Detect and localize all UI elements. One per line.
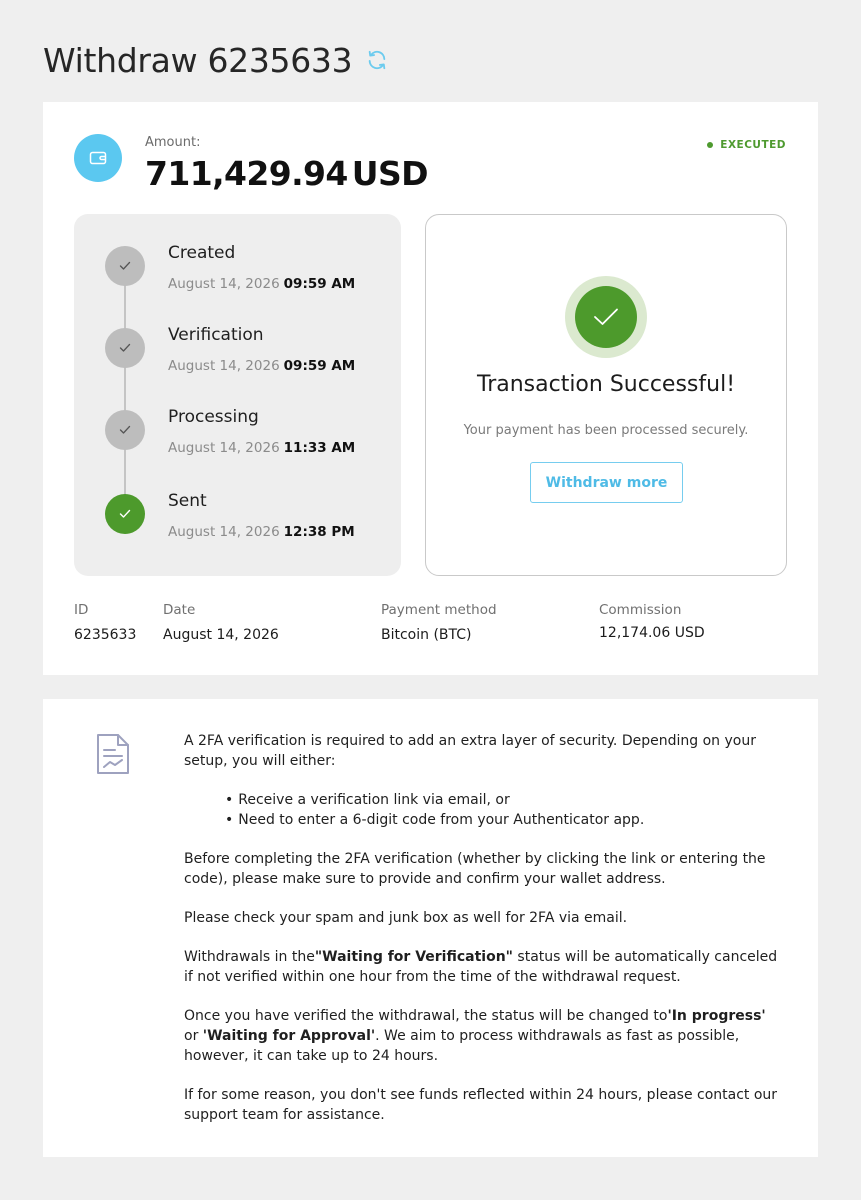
info-intro: A 2FA verification is required to add an extra layer of security. Depending on your setup, you will either: (184, 733, 756, 769)
detail-label: Payment method (381, 602, 497, 618)
success-subtitle: Your payment has been processed securely. (463, 423, 749, 438)
info-bullet-list (225, 790, 784, 830)
withdraw-summary-card (43, 102, 818, 675)
step-date (168, 440, 355, 456)
success-check-inner (575, 286, 637, 348)
check-icon (105, 410, 145, 450)
success-title: Transaction Successful! (476, 372, 736, 397)
step-date (168, 358, 355, 374)
step-date (168, 524, 355, 540)
status-badge (707, 139, 786, 151)
info-paragraph: Please check your spam and junk box as well for 2FA via email. (184, 910, 628, 926)
check-icon (105, 246, 145, 286)
info-text: status will be automatically canceled if not verified within one hour from the time of the withdrawal request. (184, 949, 778, 985)
withdraw-more-button[interactable]: Withdraw more (530, 462, 683, 503)
step-title: Verification (168, 325, 264, 345)
success-panel (425, 214, 787, 576)
verification-info-card (43, 699, 818, 1157)
step-time: 12:38 PM (283, 524, 355, 540)
info-paragraph (184, 947, 784, 987)
status-text: EXECUTED (720, 139, 786, 151)
step-time: 11:33 AM (283, 440, 356, 456)
verification-instructions (184, 731, 784, 1144)
step-time: 09:59 AM (283, 276, 356, 292)
step-title: Sent (168, 491, 207, 511)
wallet-icon (74, 134, 122, 182)
detail-date (163, 602, 279, 643)
page-title: Withdraw 6235633 (43, 40, 353, 80)
detail-label: Commission (599, 602, 682, 618)
detail-payment-method (381, 602, 497, 643)
page-header (43, 36, 388, 84)
detail-value: August 14, 2026 (163, 627, 279, 643)
status-dot-icon (707, 142, 713, 148)
step-title: Processing (168, 407, 259, 427)
step-date-text: August 14, 2026 (168, 358, 280, 374)
info-bold-text: "Waiting for Verification" (314, 949, 513, 965)
detail-label: ID (74, 602, 89, 618)
info-text: or (184, 1028, 203, 1044)
step-title: Created (168, 243, 236, 263)
step-date (168, 276, 355, 292)
info-paragraph: If for some reason, you don't see funds reflected within 24 hours, please contact our support team for assistance. (184, 1087, 778, 1123)
amount-value (145, 154, 428, 193)
info-bold-text: 'Waiting for Approval' (202, 1028, 376, 1044)
success-check-icon (565, 276, 647, 358)
amount-number: 711,429.94 (145, 154, 348, 193)
step-time: 09:59 AM (283, 358, 356, 374)
detail-id (74, 602, 136, 643)
step-date-text: August 14, 2026 (168, 276, 280, 292)
detail-value: Bitcoin (BTC) (381, 627, 472, 643)
refresh-icon[interactable] (366, 49, 388, 71)
check-icon (105, 494, 145, 534)
info-bold-text: 'In progress' (667, 1008, 766, 1024)
info-text: Withdrawals in the (184, 949, 315, 965)
info-paragraph (184, 1006, 784, 1066)
step-date-text: August 14, 2026 (168, 524, 280, 540)
document-icon (95, 732, 131, 776)
info-text: . We aim to process withdrawals as fast as possible, however, it can take up to 24 hours. (184, 1028, 740, 1064)
timeline-connector (124, 266, 126, 514)
detail-commission (599, 602, 705, 641)
check-icon (105, 328, 145, 368)
detail-value: 12,174.06 USD (599, 625, 705, 641)
detail-value: 6235633 (74, 627, 137, 643)
info-paragraph: Before completing the 2FA verification (whether by clicking the link or entering the code), please make sure to provide and confirm your wallet address. (184, 851, 766, 887)
list-item: • Receive a verification link via email, or (225, 790, 784, 810)
amount-label: Amount: (145, 135, 201, 150)
amount-currency: USD (351, 154, 428, 193)
step-date-text: August 14, 2026 (168, 440, 280, 456)
status-timeline (74, 214, 401, 576)
detail-label: Date (163, 602, 196, 618)
list-item: • Need to enter a 6-digit code from your Authenticator app. (225, 810, 784, 830)
info-text: Once you have verified the withdrawal, the status will be changed to (184, 1008, 668, 1024)
